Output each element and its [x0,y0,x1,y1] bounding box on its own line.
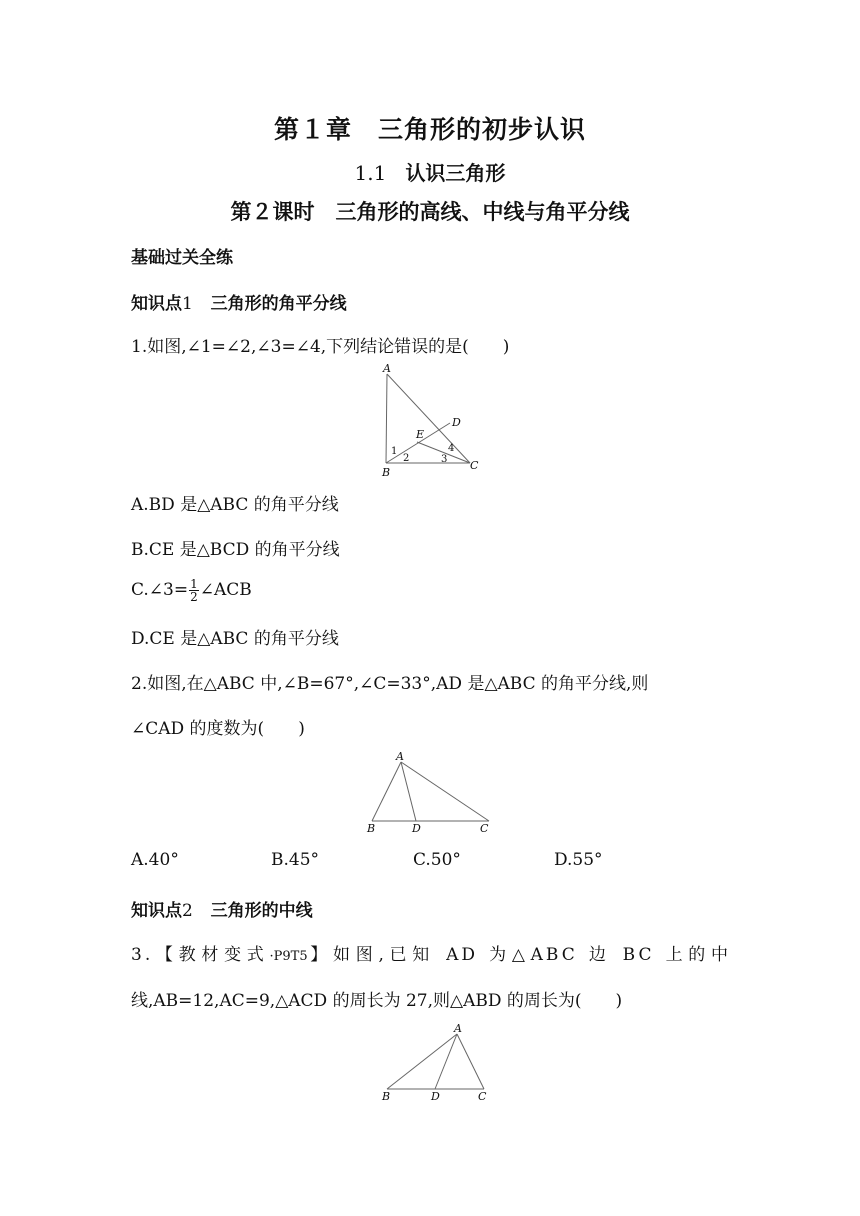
q1-label-A: A [383,362,391,375]
q1-side-AB [386,374,387,463]
q1-option-c-suffix: ∠ACB [199,580,252,600]
q3-stem-line2: 线,AB=12,AC=9,△ACD 的周长为 27,则△ABD 的周长为( ) [131,991,623,1011]
q3-source-tag-open: 3.【教材变式 [131,945,270,965]
q1-option-c [131,578,252,603]
q1-angle-3: 3 [441,454,448,465]
q2-option-a: A.40° [131,850,179,870]
q2-option-d: D.55° [554,850,603,870]
q2-stem-line2: ∠CAD 的度数为( ) [131,719,305,739]
chapter-title: 第１章 三角形的初步认识 [273,115,586,144]
section-title [0,157,860,186]
q1-label-D: D [452,416,461,429]
q1-option-a: A.BD 是△ABC 的角平分线 [131,495,339,515]
lesson-title: 第２课时 三角形的高线、中线与角平分线 [230,200,630,224]
q2-option-c: C.50° [413,850,461,870]
q1-option-d: D.CE 是△ABC 的角平分线 [131,629,339,649]
q3-stem-rest: 】如图,已知 AD 为△ABC 边 BC 上的中 [307,945,731,965]
q1-label-C: C [470,459,479,472]
q2-options [131,850,731,874]
section-name: 认识三角形 [405,161,506,185]
kp1-title: 三角形的角平分线 [210,294,347,314]
kp2-label: 知识点 [131,901,182,921]
fraction-denominator: 2 [190,590,198,604]
q2-option-b: B.45° [271,850,320,870]
q1-option-c-prefix: C.∠3= [131,580,189,600]
q3-label-B: B [382,1090,391,1103]
q1-option-b: B.CE 是△BCD 的角平分线 [131,540,340,560]
fraction-numerator: 1 [190,577,198,591]
q3-label-D: D [431,1090,440,1103]
fraction-one-half [189,578,199,603]
q2-label-A: A [396,750,404,763]
kp2-title: 三角形的中线 [210,901,313,921]
q1-stem: 1.如图,∠1=∠2,∠3=∠4,下列结论错误的是( ) [131,337,510,357]
q1-label-E: E [416,428,425,441]
kp1-number: 1 [182,294,193,314]
kp2-number: 2 [182,901,193,921]
q3-label-A: A [454,1022,462,1035]
knowledge-point-1 [131,289,347,314]
q2-stem-line1: 2.如图,在△ABC 中,∠B=67°,∠C=33°,AD 是△ABC 的角平分线,则 [131,674,649,694]
q1-angle-1: 1 [391,446,398,457]
knowledge-point-2 [131,896,313,921]
practice-heading: 基础过关全练 [131,248,233,268]
q2-label-D: D [412,822,421,835]
q2-label-C: C [480,822,489,835]
q3-source-page: ·P9T5 [269,949,308,964]
q1-angle-2: 2 [403,453,410,464]
q1-triangle-figure [375,362,485,480]
q2-triangle-figure [362,750,502,836]
q2-side-AB [372,762,401,821]
section-number: 1.1 [354,161,387,185]
q1-angle-4: 4 [448,443,455,454]
q2-label-B: B [367,822,376,835]
q3-triangle-figure [378,1022,494,1104]
q3-stem-line1 [131,940,731,965]
q3-side-AC [457,1034,484,1089]
kp1-label: 知识点 [131,294,182,314]
q3-label-C: C [478,1090,487,1103]
q1-label-B: B [382,466,391,479]
